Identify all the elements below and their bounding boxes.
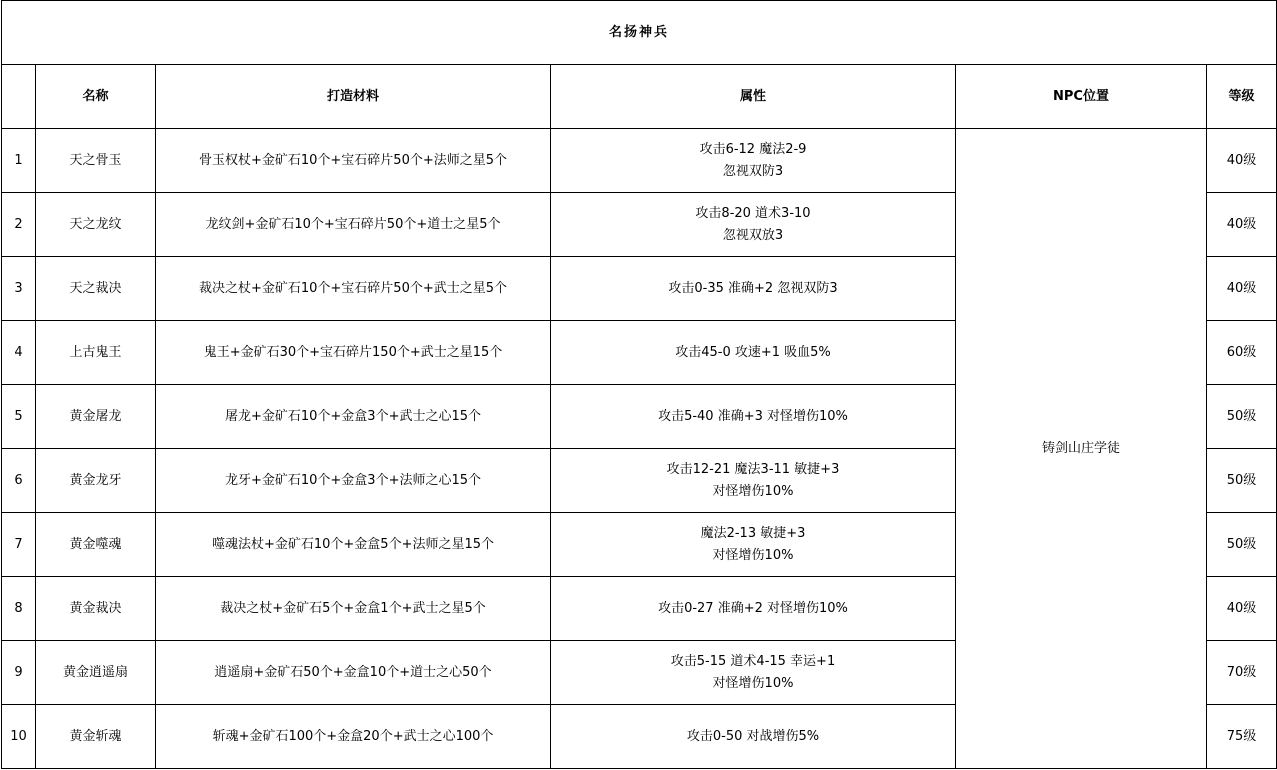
attribute-line-1: 攻击5-15 道术4-15 幸运+1 — [670, 653, 836, 669]
row-index: 5 — [2, 385, 36, 449]
materials: 斩魂+金矿石100个+金盒20个+武士之心100个 — [156, 705, 551, 769]
level: 70级 — [1207, 641, 1277, 705]
materials: 噬魂法杖+金矿石10个+金盒5个+法师之星15个 — [156, 513, 551, 577]
attributes — [551, 449, 956, 513]
header-row — [2, 65, 1277, 129]
level: 50级 — [1207, 385, 1277, 449]
materials: 裁决之杖+金矿石10个+宝石碎片50个+武士之星5个 — [156, 257, 551, 321]
attributes — [551, 641, 956, 705]
materials: 龙纹剑+金矿石10个+宝石碎片50个+道士之星5个 — [156, 193, 551, 257]
attribute-line-1: 攻击8-20 道术3-10 — [695, 205, 811, 221]
level: 60级 — [1207, 321, 1277, 385]
attribute-line-1: 攻击6-12 魔法2-9 — [699, 141, 807, 157]
table-row — [2, 129, 1277, 193]
attributes — [551, 129, 956, 193]
row-index: 10 — [2, 705, 36, 769]
attribute-line-2: 对怪增伤10% — [712, 483, 794, 499]
row-index: 7 — [2, 513, 36, 577]
attribute-line-1: 攻击45-0 攻速+1 吸血5% — [675, 344, 831, 360]
row-index: 8 — [2, 577, 36, 641]
row-index: 2 — [2, 193, 36, 257]
header-attributes: 属性 — [551, 65, 956, 129]
attribute-line-1: 攻击12-21 魔法3-11 敏捷+3 — [666, 461, 840, 477]
page-title: 名扬神兵 — [2, 1, 1277, 65]
materials: 逍遥扇+金矿石50个+金盒10个+道士之心50个 — [156, 641, 551, 705]
weapon-name: 黄金逍遥扇 — [36, 641, 156, 705]
weapon-name: 上古鬼王 — [36, 321, 156, 385]
attributes — [551, 705, 956, 769]
weapon-name: 黄金噬魂 — [36, 513, 156, 577]
attribute-line-2: 对怪增伤10% — [712, 547, 794, 563]
attributes — [551, 321, 956, 385]
attribute-line-1: 魔法2-13 敏捷+3 — [700, 525, 806, 541]
row-index: 9 — [2, 641, 36, 705]
weapon-name: 黄金裁决 — [36, 577, 156, 641]
attribute-line-2: 忽视双防3 — [722, 163, 784, 179]
materials: 龙牙+金矿石10个+金盒3个+法师之心15个 — [156, 449, 551, 513]
row-index: 1 — [2, 129, 36, 193]
attribute-line-1: 攻击0-27 准确+2 对怪增伤10% — [658, 600, 848, 616]
row-index: 3 — [2, 257, 36, 321]
attributes — [551, 193, 956, 257]
level: 50级 — [1207, 513, 1277, 577]
header-index — [2, 65, 36, 129]
attribute-line-1: 攻击0-35 准确+2 忽视双防3 — [668, 280, 838, 296]
materials: 骨玉权杖+金矿石10个+宝石碎片50个+法师之星5个 — [156, 129, 551, 193]
row-index: 4 — [2, 321, 36, 385]
attribute-line-2: 对怪增伤10% — [712, 675, 794, 691]
attribute-line-1: 攻击5-40 准确+3 对怪增伤10% — [658, 408, 848, 424]
weapon-table — [1, 0, 1277, 769]
attributes — [551, 257, 956, 321]
attribute-line-2: 忽视双放3 — [722, 227, 784, 243]
attributes — [551, 385, 956, 449]
weapon-name: 天之裁决 — [36, 257, 156, 321]
row-index: 6 — [2, 449, 36, 513]
attributes — [551, 513, 956, 577]
weapon-name: 天之骨玉 — [36, 129, 156, 193]
header-level: 等级 — [1207, 65, 1277, 129]
level: 40级 — [1207, 257, 1277, 321]
attribute-line-1: 攻击0-50 对战增伤5% — [686, 728, 820, 744]
npc-location: 铸剑山庄学徒 — [956, 129, 1207, 769]
level: 50级 — [1207, 449, 1277, 513]
level: 40级 — [1207, 129, 1277, 193]
level: 75级 — [1207, 705, 1277, 769]
materials: 鬼王+金矿石30个+宝石碎片150个+武士之星15个 — [156, 321, 551, 385]
weapon-name: 黄金龙牙 — [36, 449, 156, 513]
weapon-name: 黄金屠龙 — [36, 385, 156, 449]
header-npc: NPC位置 — [956, 65, 1207, 129]
weapon-name: 黄金斩魂 — [36, 705, 156, 769]
header-materials: 打造材料 — [156, 65, 551, 129]
weapon-name: 天之龙纹 — [36, 193, 156, 257]
materials: 裁决之杖+金矿石5个+金盒1个+武士之星5个 — [156, 577, 551, 641]
level: 40级 — [1207, 577, 1277, 641]
header-name: 名称 — [36, 65, 156, 129]
attributes — [551, 577, 956, 641]
level: 40级 — [1207, 193, 1277, 257]
materials: 屠龙+金矿石10个+金盒3个+武士之心15个 — [156, 385, 551, 449]
